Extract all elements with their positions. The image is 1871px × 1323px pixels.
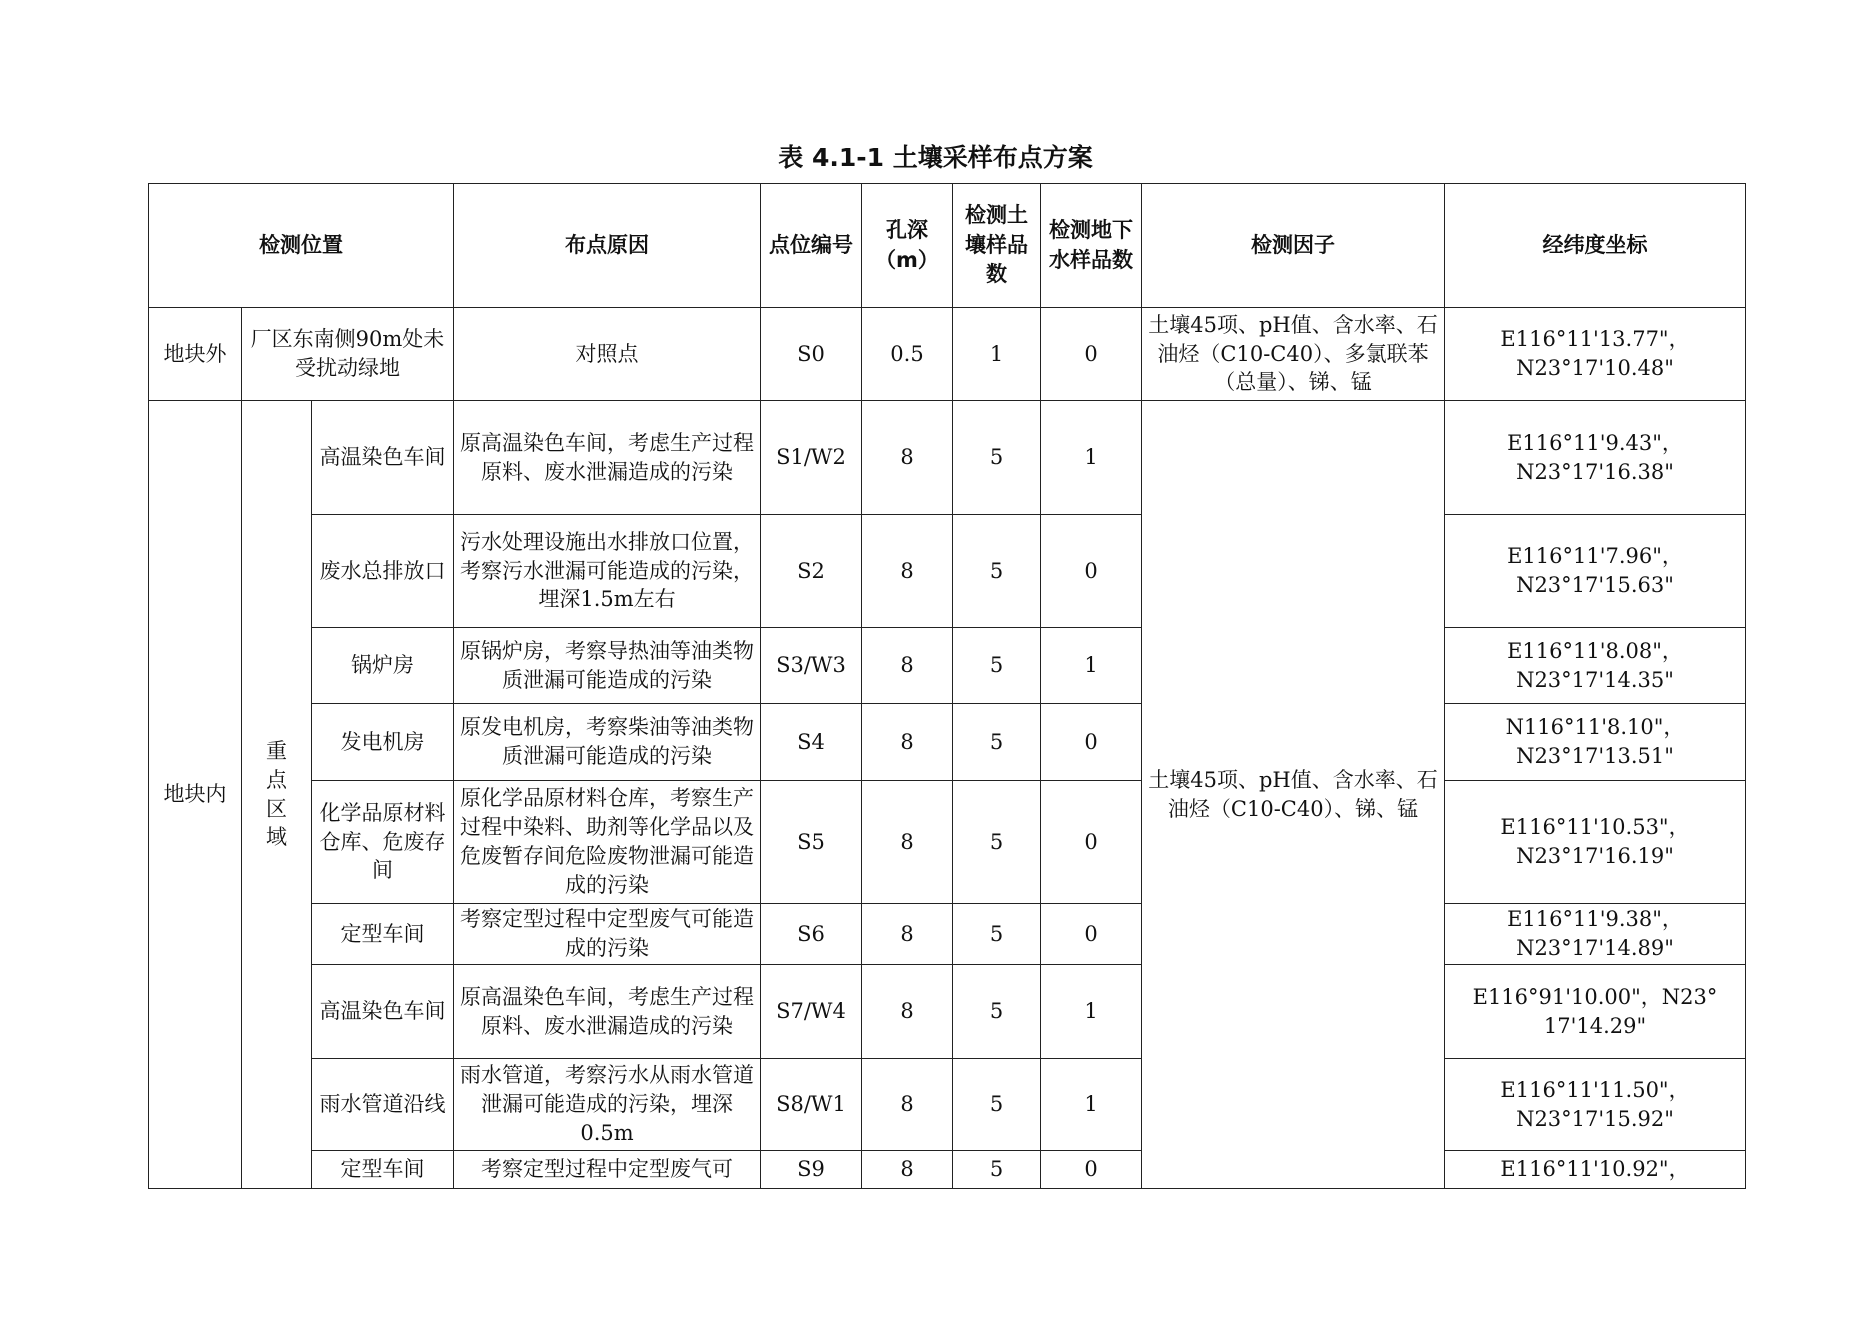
- header-location: 检测位置: [149, 184, 454, 308]
- reason-cell: 原发电机房，考察柴油等油类物质泄漏可能造成的污染: [454, 704, 761, 781]
- soil-count-cell: 5: [953, 904, 1041, 965]
- coords-cell: E116°11'9.38"，N23°17'14.89": [1445, 904, 1746, 965]
- location-cell: 雨水管道沿线: [312, 1059, 454, 1151]
- gw-count-cell: 0: [1041, 515, 1142, 628]
- reason-cell: 考察定型过程中定型废气可: [454, 1151, 761, 1189]
- point-id-cell: S0: [761, 308, 862, 401]
- table-row: [149, 628, 1746, 704]
- depth-cell: 8: [862, 1059, 953, 1151]
- depth-cell: 8: [862, 965, 953, 1059]
- soil-count-cell: 5: [953, 781, 1041, 904]
- factors-cell: 土壤45项、pH值、含水率、石油烃（C10-C40）、锑、锰: [1142, 401, 1445, 1189]
- soil-count-cell: 1: [953, 308, 1041, 401]
- depth-cell: 8: [862, 781, 953, 904]
- header-coords: 经纬度坐标: [1445, 184, 1746, 308]
- depth-cell: 8: [862, 628, 953, 704]
- location-cell: 高温染色车间: [312, 965, 454, 1059]
- coords-cell: E116°11'13.77"，N23°17'10.48": [1445, 308, 1746, 401]
- table-title: 表 4.1-1 土壤采样布点方案: [778, 143, 1093, 172]
- group-outside: 地块外: [149, 308, 242, 401]
- location-cell: 定型车间: [312, 904, 454, 965]
- point-id-cell: S9: [761, 1151, 862, 1189]
- gw-count-cell: 0: [1041, 308, 1142, 401]
- table-row: [149, 515, 1746, 628]
- coords-cell: E116°11'10.53"，N23°17'16.19": [1445, 781, 1746, 904]
- coords-cell: N116°11'8.10"，N23°17'13.51": [1445, 704, 1746, 781]
- depth-cell: 8: [862, 1151, 953, 1189]
- factors-cell: 土壤45项、pH值、含水率、石油烃（C10-C40）、多氯联苯（总量）、锑、锰: [1142, 308, 1445, 401]
- header-row: [149, 184, 1746, 308]
- gw-count-cell: 1: [1041, 965, 1142, 1059]
- header-point-id: 点位编号: [761, 184, 862, 308]
- group-inside: 地块内: [149, 401, 242, 1189]
- reason-cell: 对照点: [454, 308, 761, 401]
- depth-cell: 0.5: [862, 308, 953, 401]
- soil-count-cell: 5: [953, 401, 1041, 515]
- table-row: [149, 965, 1746, 1059]
- table-row: [149, 1151, 1746, 1189]
- point-id-cell: S1/W2: [761, 401, 862, 515]
- point-id-cell: S7/W4: [761, 965, 862, 1059]
- table-row: [149, 904, 1746, 965]
- table-row: [149, 704, 1746, 781]
- reason-cell: 原锅炉房，考察导热油等油类物质泄漏可能造成的污染: [454, 628, 761, 704]
- reason-cell: 雨水管道，考察污水从雨水管道泄漏可能造成的污染，埋深0.5m: [454, 1059, 761, 1151]
- reason-cell: 原化学品原材料仓库，考察生产过程中染料、助剂等化学品以及危废暂存间危险废物泄漏可能造成的污染: [454, 781, 761, 904]
- gw-count-cell: 0: [1041, 781, 1142, 904]
- gw-count-cell: 1: [1041, 401, 1142, 515]
- gw-count-cell: 1: [1041, 628, 1142, 704]
- point-id-cell: S3/W3: [761, 628, 862, 704]
- depth-cell: 8: [862, 704, 953, 781]
- reason-cell: 考察定型过程中定型废气可能造成的污染: [454, 904, 761, 965]
- header-depth: 孔深（m）: [862, 184, 953, 308]
- location-cell: 厂区东南侧90m处未受扰动绿地: [242, 308, 454, 401]
- table-row: [149, 781, 1746, 904]
- gw-count-cell: 0: [1041, 904, 1142, 965]
- location-cell: 化学品原材料仓库、危废存间: [312, 781, 454, 904]
- depth-cell: 8: [862, 515, 953, 628]
- point-id-cell: S6: [761, 904, 862, 965]
- table-row: [149, 308, 1746, 401]
- point-id-cell: S8/W1: [761, 1059, 862, 1151]
- coords-cell: E116°11'10.92"，: [1445, 1151, 1746, 1189]
- location-cell: 废水总排放口: [312, 515, 454, 628]
- reason-cell: 原高温染色车间，考虑生产过程原料、废水泄漏造成的污染: [454, 965, 761, 1059]
- soil-count-cell: 5: [953, 965, 1041, 1059]
- reason-cell: 污水处理设施出水排放口位置，考察污水泄漏可能造成的污染，埋深1.5m左右: [454, 515, 761, 628]
- sampling-plan-table: [148, 183, 1746, 1189]
- coords-cell: E116°91'10.00"，N23° 17'14.29": [1445, 965, 1746, 1059]
- reason-cell: 原高温染色车间，考虑生产过程原料、废水泄漏造成的污染: [454, 401, 761, 515]
- point-id-cell: S5: [761, 781, 862, 904]
- header-soil-count: 检测土壤样品数: [953, 184, 1041, 308]
- soil-count-cell: 5: [953, 515, 1041, 628]
- table-row: [149, 1059, 1746, 1151]
- location-cell: 锅炉房: [312, 628, 454, 704]
- gw-count-cell: 0: [1041, 1151, 1142, 1189]
- table-row: [149, 401, 1746, 515]
- soil-count-cell: 5: [953, 1059, 1041, 1151]
- point-id-cell: S4: [761, 704, 862, 781]
- soil-count-cell: 5: [953, 1151, 1041, 1189]
- depth-cell: 8: [862, 904, 953, 965]
- coords-cell: E116°11'9.43"，N23°17'16.38": [1445, 401, 1746, 515]
- location-cell: 高温染色车间: [312, 401, 454, 515]
- coords-cell: E116°11'7.96"，N23°17'15.63": [1445, 515, 1746, 628]
- gw-count-cell: 1: [1041, 1059, 1142, 1151]
- header-gw-count: 检测地下水样品数: [1041, 184, 1142, 308]
- depth-cell: 8: [862, 401, 953, 515]
- header-factors: 检测因子: [1142, 184, 1445, 308]
- point-id-cell: S2: [761, 515, 862, 628]
- soil-count-cell: 5: [953, 628, 1041, 704]
- zone-cell: 重点区域: [242, 401, 312, 1189]
- location-cell: 发电机房: [312, 704, 454, 781]
- coords-cell: E116°11'8.08"，N23°17'14.35": [1445, 628, 1746, 704]
- location-cell: 定型车间: [312, 1151, 454, 1189]
- coords-cell: E116°11'11.50"，N23°17'15.92": [1445, 1059, 1746, 1151]
- soil-count-cell: 5: [953, 704, 1041, 781]
- header-reason: 布点原因: [454, 184, 761, 308]
- gw-count-cell: 0: [1041, 704, 1142, 781]
